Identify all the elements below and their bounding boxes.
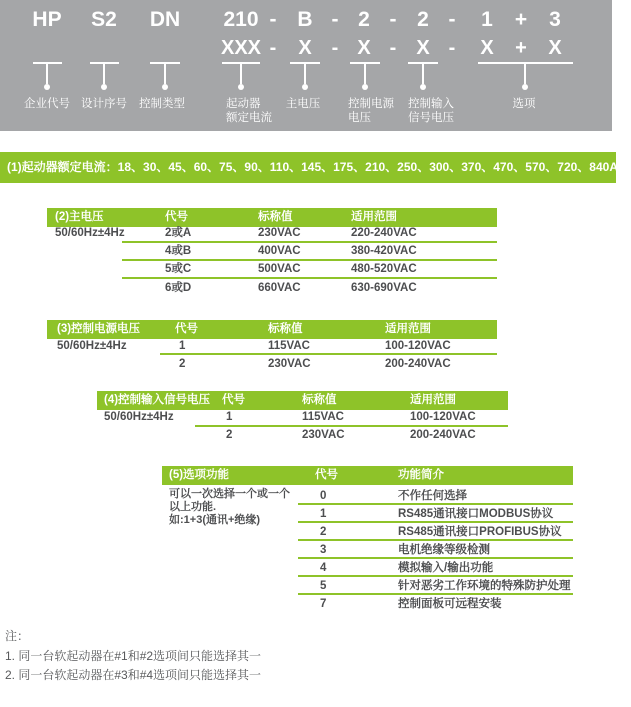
table2-cell: 6或D [165,282,192,294]
connector-line [304,64,306,84]
table4-col-nominal: 标称值 [302,394,337,406]
model-mask-part: X [416,37,430,59]
table5-row-header-line: 可以一次选择一个或一个 [169,488,290,500]
model-mask-separator: - [331,37,339,59]
model-code-part: 2 [417,8,429,31]
table4-col-code: 代号 [222,394,245,406]
group-label-line: 信号电压 [408,112,454,124]
connector-line [240,64,242,84]
model-mask-part: X [298,37,312,59]
table4-cell: 200-240VAC [410,429,476,441]
table5-header-bar [162,466,573,485]
table4-cell: 100-120VAC [410,411,476,423]
note-item: 1. 同一台软起动器在#1和#2选项间只能选择其一 [5,649,262,663]
rated-current-banner: (1)起动器额定电流：18、30、45、60、75、90、110、145、175、210、250、300、370、470、570、720、840A [0,152,616,183]
connector-dot [238,84,244,90]
connector-line [422,64,424,84]
group-label-control-type: 控制类型 [139,98,185,110]
table4-header-bar [97,391,508,410]
table5-cell: 2 [320,526,327,538]
table5-cell: 控制面板可远程安装 [398,598,502,610]
connector-line [524,64,526,84]
connector-line [364,64,366,84]
connector-line [164,64,166,84]
table2-cell: 230VAC [258,227,301,239]
table2-cell: 660VAC [258,282,301,294]
table4-title: (4)控制输入信号电压 [104,394,211,406]
model-mask-separator: - [448,37,456,59]
row-divider [122,277,497,279]
table2-col-range: 适用范围 [351,211,397,223]
table5-cell: RS485通讯接口PROFIBUS协议 [398,526,562,538]
table2-cell: 5或C [165,263,192,275]
group-label-options: 选项 [512,98,536,110]
table5-title: (5)选项功能 [169,469,230,481]
connector-line [103,64,105,84]
group-label-control-supply-voltage [348,97,394,125]
row-divider [298,539,573,541]
table2-col-code: 代号 [165,211,188,223]
row-divider [298,521,573,523]
table5-cell: 1 [320,508,327,520]
model-mask-separator: - [389,37,397,59]
connector-dot [362,84,368,90]
table4-col-range: 适用范围 [410,394,456,406]
group-label-rated-current [226,97,272,125]
table2-cell: 4或B [165,245,192,257]
table3-col-range: 适用范围 [385,323,431,335]
row-divider [298,557,573,559]
model-code-part: B [297,8,313,31]
table2-cell: 480-520VAC [351,263,417,275]
table3-row-header: 50/60Hz±4Hz [57,340,127,352]
model-code-separator: + [514,8,528,31]
table5-cell: 3 [320,544,327,556]
table2-row-header: 50/60Hz±4Hz [55,227,125,239]
model-code-separator: - [269,8,277,31]
group-label-company-code: 企业代号 [24,98,70,110]
table2-cell: 2或A [165,227,192,239]
table4-cell: 1 [226,411,233,423]
model-code-separator: - [448,8,456,31]
table3-col-code: 代号 [175,323,198,335]
table4-cell: 2 [226,429,233,441]
table5-cell: 0 [320,490,327,502]
model-mask-separator: - [269,37,277,59]
table4-row-header: 50/60Hz±4Hz [104,411,174,423]
model-code-diagram [0,0,612,131]
notes-title: 注： [5,629,30,643]
table5-row-header-line: 以上功能. [169,501,217,513]
connector-dot [302,84,308,90]
model-code-part: HP [32,8,62,31]
model-code-separator: - [331,8,339,31]
row-divider [298,593,573,595]
model-code-part: S2 [91,8,117,31]
table2-cell: 400VAC [258,245,301,257]
group-label-line: 额定电流 [226,112,272,124]
model-mask-separator: + [515,37,527,59]
table5-row-header-line: 如:1+3(通讯+绝缘) [169,514,261,526]
group-label-control-input-voltage [408,97,454,125]
table2-col-nominal: 标称值 [258,211,293,223]
group-label-line: 控制电源 [348,98,394,110]
table5-cell: 4 [320,562,327,574]
row-divider [195,425,508,427]
table3-cell: 100-120VAC [385,340,451,352]
table5-col-code: 代号 [315,469,338,481]
group-label-main-voltage: 主电压 [285,98,321,110]
table5-cell: 不作任何选择 [398,490,467,502]
model-code-part: 210 [223,8,259,31]
connector-dot [420,84,426,90]
table3-header-bar [47,320,497,339]
group-label-design-series: 设计序号 [81,98,127,110]
table3-cell: 1 [179,340,186,352]
table3-col-nominal: 标称值 [268,323,303,335]
table2-cell: 630-690VAC [351,282,417,294]
table3-cell: 200-240VAC [385,358,451,370]
table2-cell: 380-420VAC [351,245,417,257]
table4-cell: 115VAC [302,411,344,423]
table5-row-header [169,488,290,527]
model-code-part: 3 [549,8,561,31]
row-divider [122,241,497,243]
row-divider [298,503,573,505]
table3-title: (3)控制电源电压 [57,323,141,335]
table2-title: (2)主电压 [55,211,104,223]
connector-dot [522,84,528,90]
table3-cell: 2 [179,358,186,370]
model-mask-part: X [357,37,371,59]
table3-cell: 115VAC [268,340,310,352]
table4-cell: 230VAC [302,429,345,441]
row-divider [122,259,497,261]
model-mask-part: X [480,37,494,59]
group-label-line: 起动器 [226,98,261,110]
table2-header-bar [47,208,497,227]
model-code-part: 2 [358,8,370,31]
model-code-part: 1 [481,8,493,31]
table5-cell: RS485通讯接口MODBUS协议 [398,508,554,520]
group-label-line: 电压 [348,112,371,124]
connector-dot [162,84,168,90]
table5-cell: 7 [320,598,327,610]
row-divider [160,353,497,355]
model-mask-part: XXX [220,37,262,59]
table2-cell: 500VAC [258,263,301,275]
model-mask-part: X [548,37,562,59]
table3-cell: 230VAC [268,358,311,370]
table2-cell: 220-240VAC [351,227,417,239]
group-label-line: 控制输入 [408,98,454,110]
table5-col-function: 功能简介 [398,469,444,481]
connector-dot [101,84,107,90]
connector-dot [44,84,50,90]
connector-line [46,64,48,84]
table5-cell: 针对恶劣工作环境的特殊防护处理 [398,580,571,592]
table5-cell: 电机绝缘等级检测 [398,544,490,556]
note-item: 2. 同一台软起动器在#3和#4选项间只能选择其一 [5,668,262,682]
table5-cell: 模拟输入/输出功能 [398,562,494,574]
table5-cell: 5 [320,580,327,592]
model-code-part: DN [149,8,181,31]
row-divider [298,575,573,577]
model-code-separator: - [389,8,397,31]
